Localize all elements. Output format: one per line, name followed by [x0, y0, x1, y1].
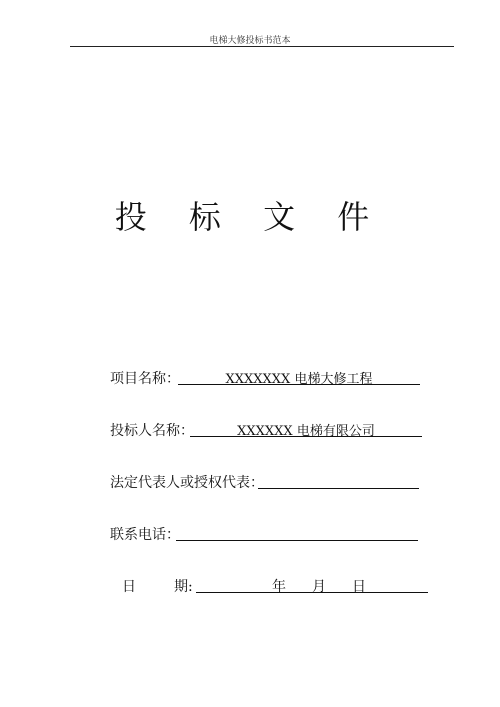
date-month-label: 月 [312, 579, 326, 595]
date-label-qi: 期: [174, 579, 193, 595]
date-day-label: 日 [352, 579, 366, 595]
header-rule [70, 46, 454, 47]
date-label-ri: 日 [122, 579, 136, 595]
contact-phone-field [110, 524, 430, 546]
project-name-field [110, 368, 430, 390]
legal-representative-field [110, 472, 430, 494]
date-field [110, 576, 440, 598]
document-title: 投 标 文 件 [114, 198, 386, 236]
legal-representative-line [258, 488, 419, 489]
contact-phone-label: 联系电话： [110, 527, 180, 543]
bidder-name-value: XXXXXX 电梯有限公司 [237, 424, 375, 439]
project-name-label: 项目名称： [110, 371, 180, 387]
legal-representative-label: 法定代表人或授权代表： [110, 475, 264, 491]
page-header: 电梯大修投标书范本 [209, 36, 291, 46]
project-name-value: XXXXXXX 电梯大修工程 [225, 372, 373, 387]
bidder-name-field [110, 420, 430, 442]
bidder-name-label: 投标人名称： [110, 423, 194, 439]
date-year-label: 年 [272, 579, 286, 595]
contact-phone-line [176, 540, 418, 541]
